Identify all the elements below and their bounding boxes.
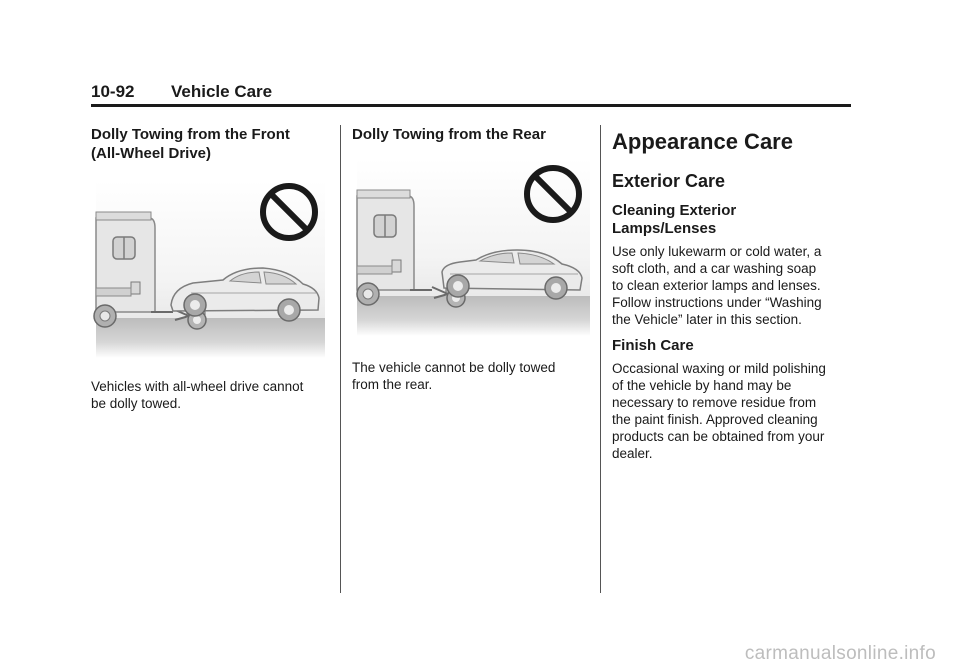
motorhome-icon bbox=[357, 190, 414, 305]
watermark: carmanualsonline.info bbox=[744, 643, 936, 664]
heading-finish-care: Finish Care bbox=[612, 337, 694, 354]
illustration-dolly-rear bbox=[352, 158, 590, 336]
column-dolly-rear bbox=[352, 125, 590, 393]
column-divider bbox=[600, 125, 601, 593]
heading-appearance-care: Appearance Care bbox=[612, 129, 793, 154]
caption-dolly-rear: The vehicle cannot be dolly towed from the rear. bbox=[352, 360, 556, 392]
text-cleaning-lamps: Use only lukewarm or cold water, a soft cloth, and a car washing soap to clean exterior lamps and lenses. Follow instructions under “Washing the Vehicle” later in this section. bbox=[612, 244, 822, 327]
heading-cleaning-lamps: Cleaning Exterior Lamps/Lenses bbox=[612, 202, 737, 237]
text-finish-care: Occasional waxing or mild polishing of the vehicle by hand may be necessary to remove residue from the paint finish. Approved cleaning products can be obtained from your dealer. bbox=[612, 361, 826, 461]
heading-dolly-rear: Dolly Towing from the Rear bbox=[352, 126, 546, 143]
page-number: 10-92 bbox=[91, 82, 135, 101]
column-divider bbox=[340, 125, 341, 593]
page-header bbox=[91, 82, 851, 106]
heading-dolly-front: Dolly Towing from the Front (All-Wheel Drive) bbox=[91, 126, 290, 162]
column-appearance-care bbox=[612, 125, 857, 462]
caption-dolly-front: Vehicles with all-wheel drive cannot be dolly towed. bbox=[91, 379, 304, 411]
illustration-dolly-front bbox=[91, 180, 325, 358]
heading-exterior-care: Exterior Care bbox=[612, 171, 726, 191]
section-title: Vehicle Care bbox=[171, 82, 273, 101]
motorhome-icon bbox=[94, 212, 155, 327]
header-rule bbox=[91, 104, 851, 107]
column-dolly-front bbox=[91, 125, 331, 412]
